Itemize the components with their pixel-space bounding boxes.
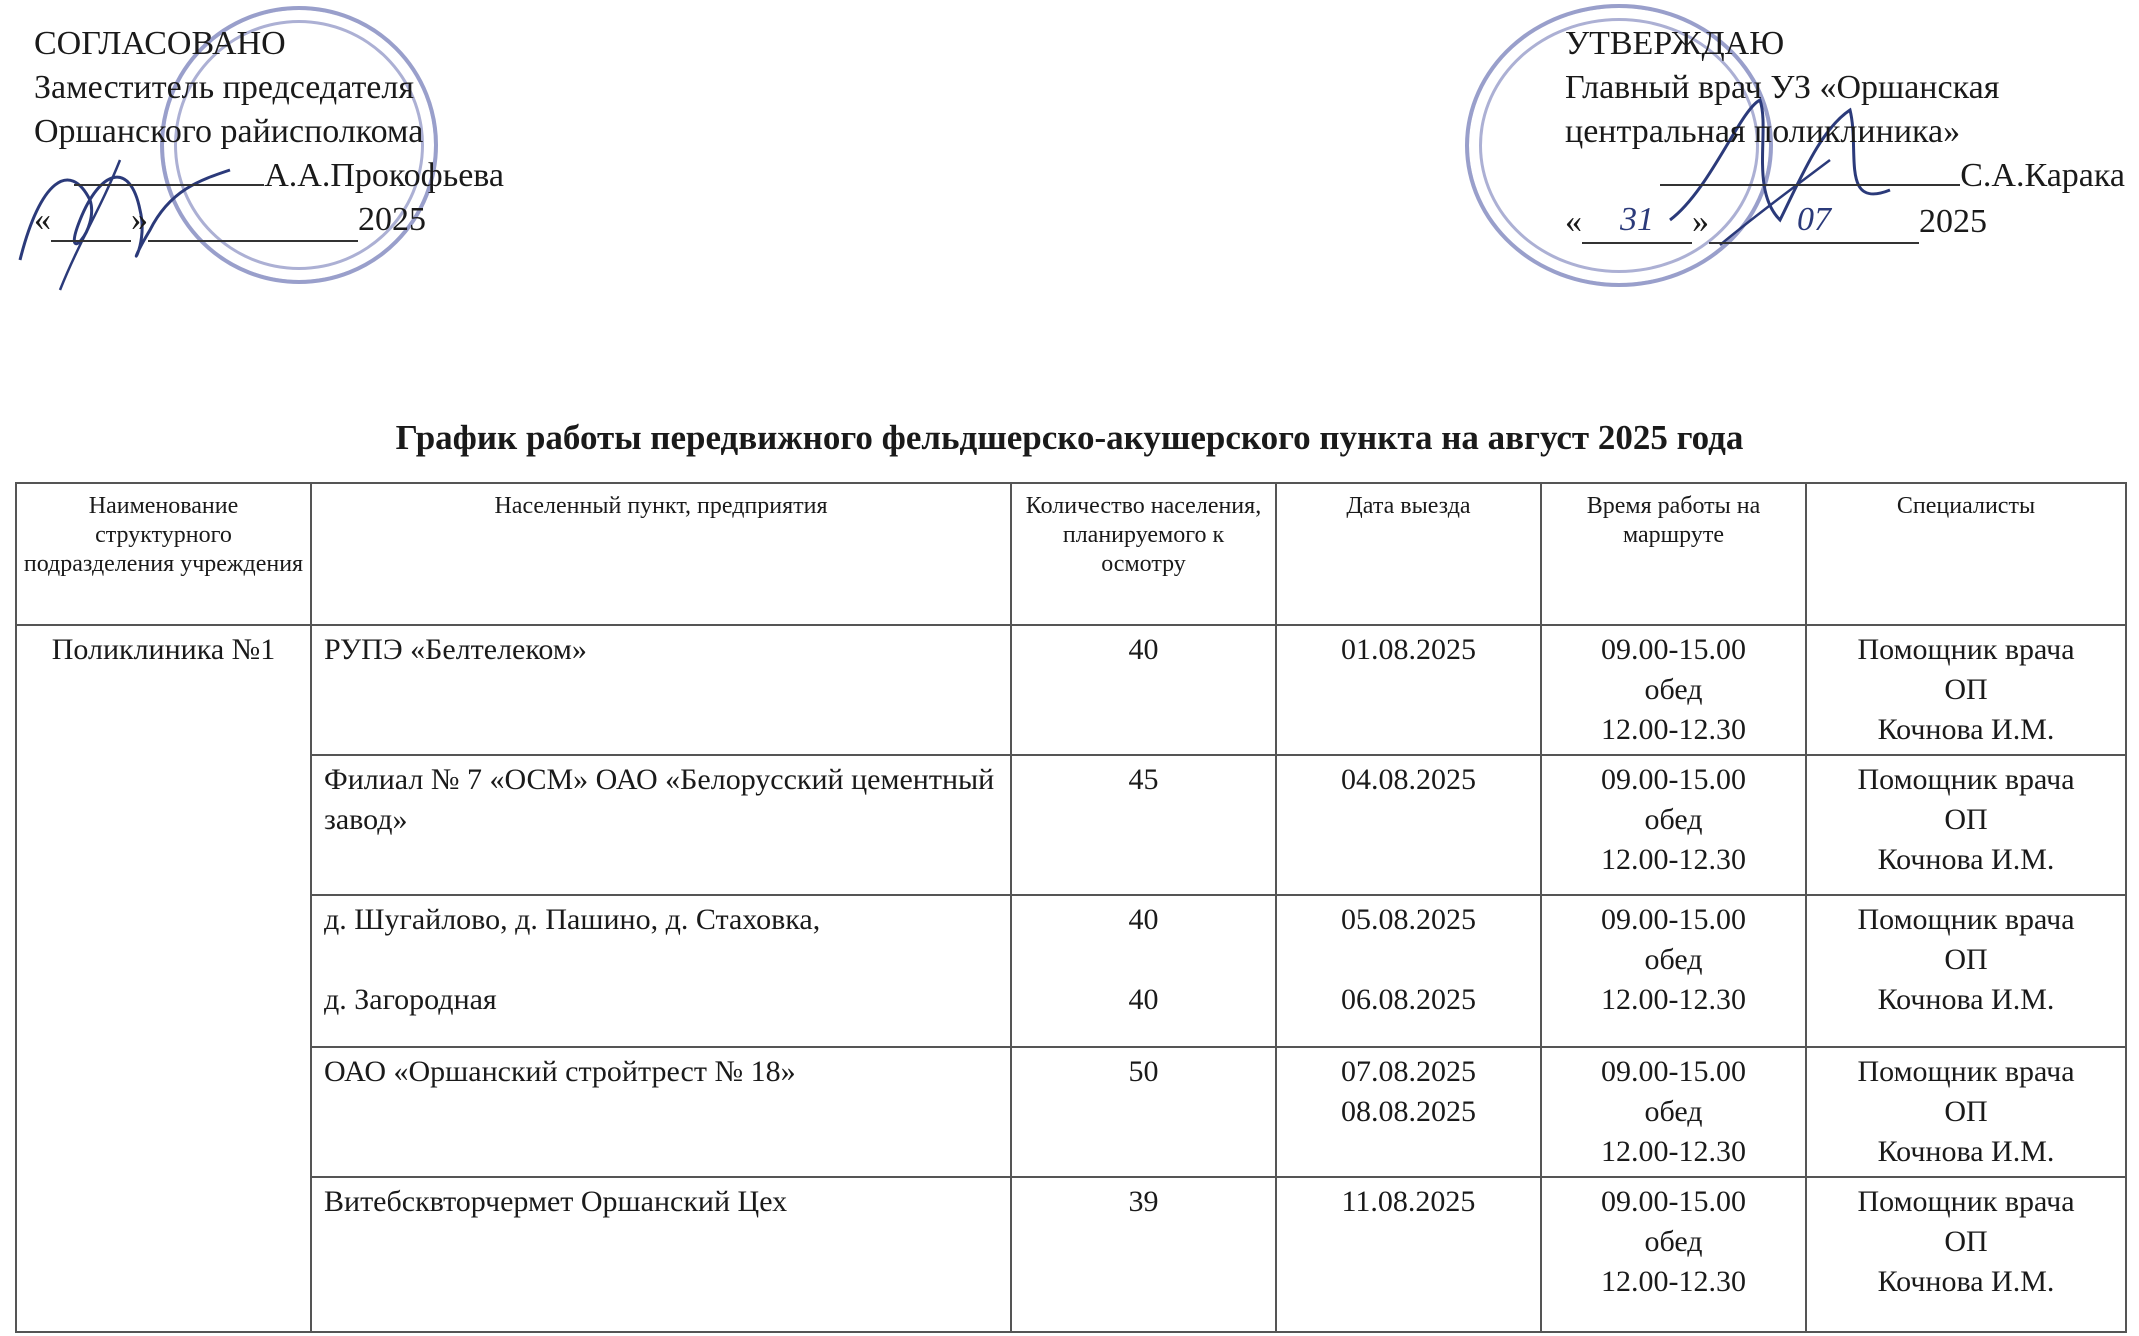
time-cell: [1541, 1177, 1806, 1332]
place-cell: РУПЭ «Белтелеком»: [311, 625, 1011, 755]
specialist-role: Помощник врача: [1857, 763, 2075, 796]
place-line: д. Шугайлово, д. Пашино, д. Стаховка,: [324, 903, 821, 936]
lunch-range: 12.00-12.30: [1601, 1265, 1746, 1298]
header-date: Дата выезда: [1276, 483, 1541, 625]
specialist-dept: ОП: [1944, 1095, 1988, 1128]
time-cell: [1541, 755, 1806, 895]
approval-block-right: [1565, 22, 2125, 244]
header-unit: Наименование структурного подразделения учреждения: [16, 483, 311, 625]
approver-organization: Оршанского райисполкома: [34, 113, 424, 150]
specialist-dept: ОП: [1944, 673, 1988, 706]
approver-name: С.А.Карака: [1960, 157, 2125, 194]
specialists-cell: [1806, 895, 2126, 1047]
place-line: д. Загородная: [324, 983, 497, 1016]
place-cell: ОАО «Оршанский стройтрест № 18»: [311, 1047, 1011, 1177]
date-value: 08.08.2025: [1341, 1095, 1476, 1128]
time-cell: [1541, 1047, 1806, 1177]
approval-date: [34, 198, 504, 242]
lunch-range: 12.00-12.30: [1601, 713, 1746, 746]
date-cell: [1276, 895, 1541, 1047]
signature-blank: [74, 184, 264, 186]
count-cell: 40: [1011, 625, 1276, 755]
specialist-name: Кочнова И.М.: [1877, 983, 2055, 1016]
count-value: 40: [1128, 983, 1159, 1016]
header-specialists: Специалисты: [1806, 483, 2126, 625]
time-range: 09.00-15.00: [1601, 1055, 1746, 1088]
specialist-role: Помощник врача: [1857, 903, 2075, 936]
specialist-name: Кочнова И.М.: [1877, 713, 2055, 746]
lunch-label: обед: [1644, 673, 1703, 706]
date-year: 2025: [1919, 203, 1987, 240]
time-range: 09.00-15.00: [1601, 1185, 1746, 1218]
specialist-role: Помощник врача: [1857, 1185, 2075, 1218]
date-value: 06.08.2025: [1341, 983, 1476, 1016]
date-month: 07: [1709, 198, 1919, 244]
table-row: [16, 755, 2126, 895]
lunch-label: обед: [1644, 1225, 1703, 1258]
count-cell: 39: [1011, 1177, 1276, 1332]
lunch-range: 12.00-12.30: [1601, 1135, 1746, 1168]
date-cell: [1276, 1047, 1541, 1177]
table-row: [16, 895, 2126, 1047]
specialists-cell: [1806, 1047, 2126, 1177]
approver-position: Главный врач УЗ «Оршанская: [1565, 69, 2000, 106]
date-quote-close: »: [1692, 203, 1709, 240]
time-range: 09.00-15.00: [1601, 903, 1746, 936]
lunch-range: 12.00-12.30: [1601, 983, 1746, 1016]
count-value: 40: [1128, 903, 1159, 936]
date-day: 31: [1582, 198, 1692, 244]
lunch-label: обед: [1644, 803, 1703, 836]
date-year: 2025: [358, 201, 426, 238]
document-title: График работы передвижного фельдшерско-акушерского пункта на август 2025 года: [395, 418, 1744, 457]
date-value: 05.08.2025: [1341, 903, 1476, 936]
approver-position: Заместитель председателя: [34, 69, 414, 106]
time-cell: [1541, 895, 1806, 1047]
place-cell: [311, 895, 1011, 1047]
lunch-label: обед: [1644, 943, 1703, 976]
table-row: [16, 625, 2126, 755]
month-blank: [148, 240, 358, 242]
specialists-cell: [1806, 1177, 2126, 1332]
table-row: [16, 1177, 2126, 1332]
day-blank: [51, 240, 131, 242]
date-cell: 04.08.2025: [1276, 755, 1541, 895]
date-quote-close: »: [131, 201, 148, 238]
specialists-cell: [1806, 755, 2126, 895]
date-cell: 01.08.2025: [1276, 625, 1541, 755]
place-cell: Филиал № 7 «ОСМ» ОАО «Белорусский цементный завод»: [311, 755, 1011, 895]
specialist-role: Помощник врача: [1857, 633, 2075, 666]
header-place: Населенный пункт, предприятия: [311, 483, 1011, 625]
specialist-name: Кочнова И.М.: [1877, 1135, 2055, 1168]
header-time: Время работы на маршруте: [1541, 483, 1806, 625]
specialist-dept: ОП: [1944, 1225, 1988, 1258]
specialist-role: Помощник врача: [1857, 1055, 2075, 1088]
time-range: 09.00-15.00: [1601, 633, 1746, 666]
date-quote-open: «: [1565, 203, 1582, 240]
place-cell: Витебсквторчермет Оршанский Цех: [311, 1177, 1011, 1332]
approval-date: [1565, 198, 2125, 244]
date-value: 07.08.2025: [1341, 1055, 1476, 1088]
date-quote-open: «: [34, 201, 51, 238]
signature-blank: [1660, 184, 1960, 186]
specialist-dept: ОП: [1944, 943, 1988, 976]
specialist-name: Кочнова И.М.: [1877, 1265, 2055, 1298]
approver-name: А.А.Прокофьева: [264, 157, 504, 194]
approval-heading: СОГЛАСОВАНО: [34, 25, 286, 62]
count-cell: 50: [1011, 1047, 1276, 1177]
approval-block-left: [34, 22, 504, 242]
table-row: [16, 1047, 2126, 1177]
table-header-row: [16, 483, 2126, 625]
schedule-table: [15, 482, 2127, 1333]
unit-cell: Поликлиника №1: [16, 625, 311, 1332]
count-cell: 45: [1011, 755, 1276, 895]
specialist-dept: ОП: [1944, 803, 1988, 836]
specialists-cell: [1806, 625, 2126, 755]
header-count: Количество населения, планируемого к осмотру: [1011, 483, 1276, 625]
approver-organization: центральная поликлиника»: [1565, 113, 1961, 150]
lunch-range: 12.00-12.30: [1601, 843, 1746, 876]
lunch-label: обед: [1644, 1095, 1703, 1128]
specialist-name: Кочнова И.М.: [1877, 843, 2055, 876]
time-cell: [1541, 625, 1806, 755]
count-cell: [1011, 895, 1276, 1047]
date-cell: 11.08.2025: [1276, 1177, 1541, 1332]
approval-heading: УТВЕРЖДАЮ: [1565, 25, 1785, 62]
time-range: 09.00-15.00: [1601, 763, 1746, 796]
